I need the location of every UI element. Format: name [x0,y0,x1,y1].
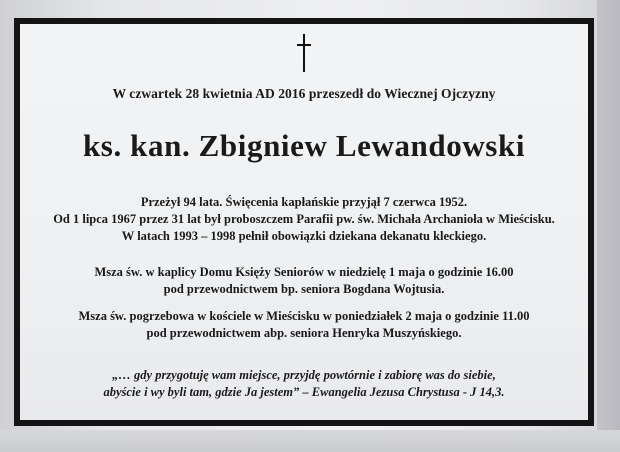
biography-line: Od 1 lipca 1967 przez 31 lat był proboszczem Parafii pw. św. Michała Archanioła w Mieścisku. [53,212,555,226]
funeral-mass-line: Msza św. pogrzebowa w kościele w Mieścisku w poniedziałek 2 maja o godzinie 11.00 [78,309,530,323]
obituary-notice-frame [14,18,594,426]
gospel-quote [20,367,588,401]
funeral-mass-line: pod przewodnictwem abp. seniora Henryka Muszyńskiego. [146,326,462,340]
cross-icon [297,34,311,72]
bottom-edge [0,430,620,452]
quote-line: „… gdy przygotuję wam miejsce, przyjdę powtórnie i zabiorę was do siebie, [112,368,496,382]
biography-line: W latach 1993 – 1998 pełnił obowiązki dziekana dekanatu kleckiego. [121,229,487,243]
adjacent-sheet [597,0,620,452]
deceased-name: ks. kan. Zbigniew Lewandowski [82,128,526,163]
chapel-mass-paragraph [20,264,588,298]
funeral-mass-paragraph [20,308,588,342]
biography-line: Przeżył 94 lata. Święcenia kapłańskie przyjął 7 czerwca 1952. [140,195,468,209]
announcement-line: W czwartek 28 kwietnia AD 2016 przeszedł do Wiecznej Ojczyzny [112,86,496,101]
obituary-notice [20,24,588,420]
chapel-mass-line: Msza św. w kaplicy Domu Księży Seniorów w niedzielę 1 maja o godzinie 16.00 [94,265,514,279]
chapel-mass-line: pod przewodnictwem bp. seniora Bogdana Wojtusia. [163,282,445,296]
quote-line: abyście i wy byli tam, gdzie Ja jestem” – Ewangelia Jezusa Chrystusa - J 14,3. [103,385,505,399]
biography-paragraph [20,194,588,245]
